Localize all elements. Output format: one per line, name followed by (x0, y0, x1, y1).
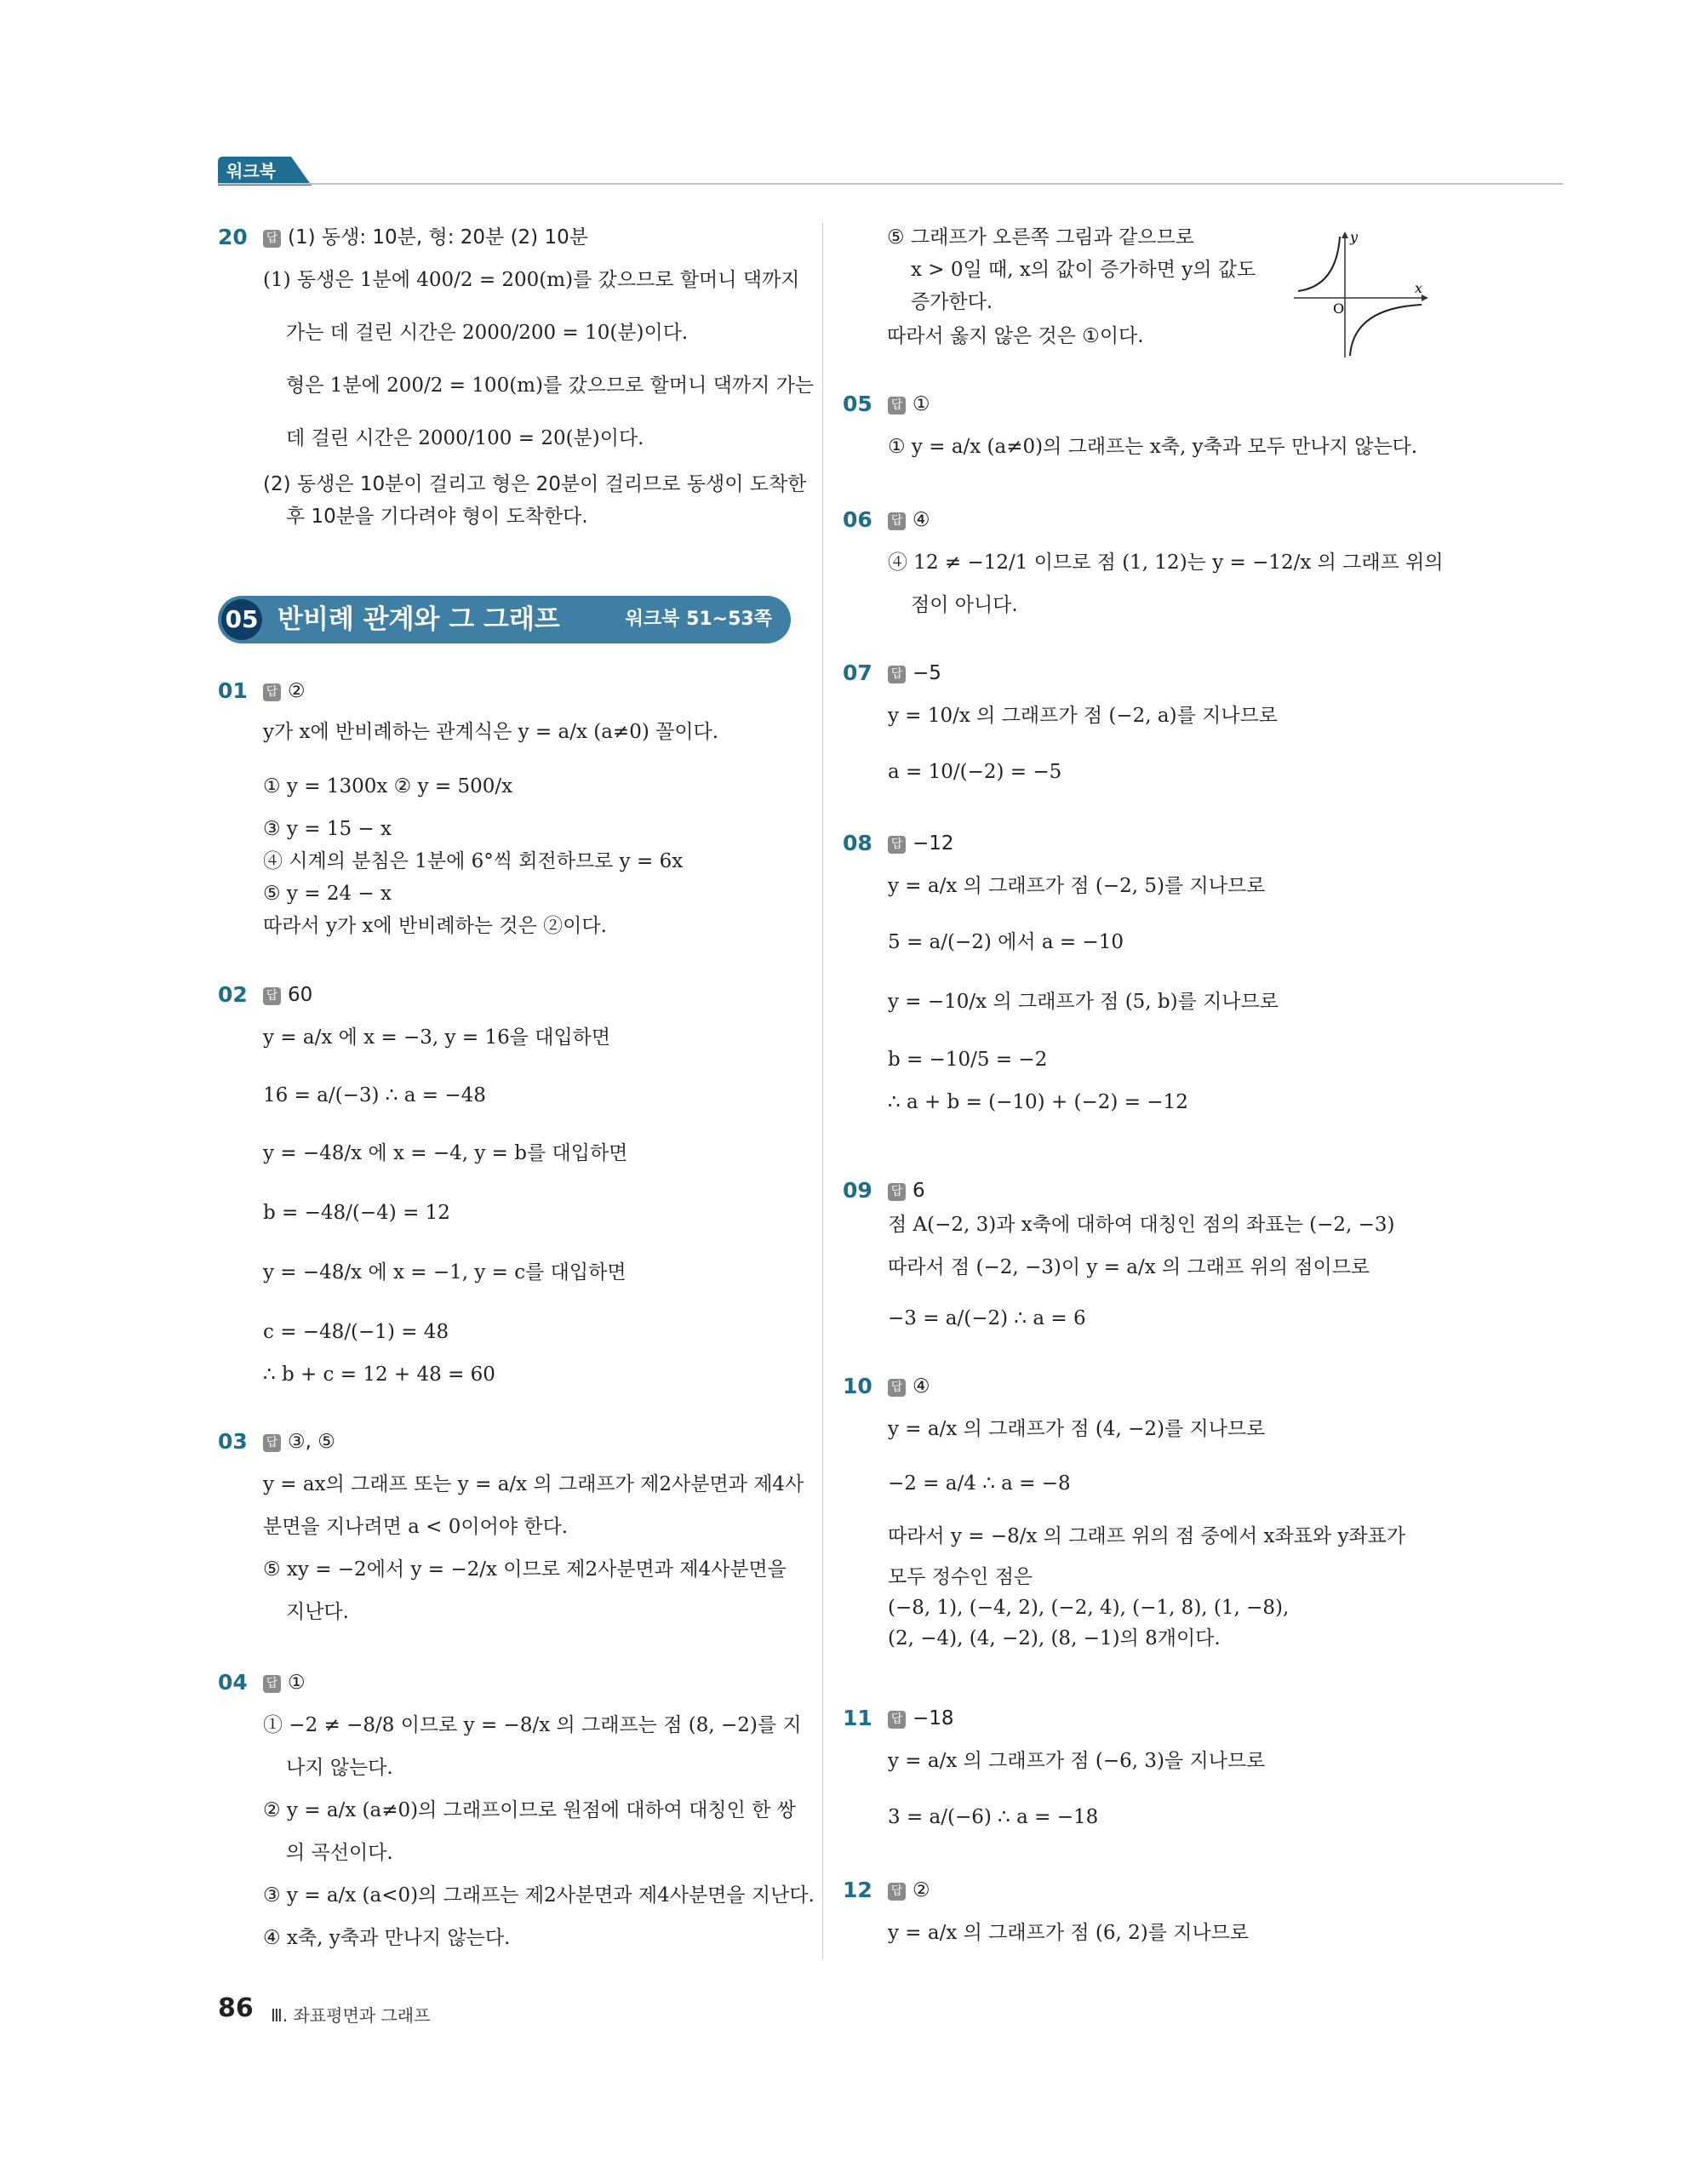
answer: 답 ① (263, 1668, 306, 1697)
solution-line: 가는 데 걸린 시간은 2000/200 = 10(분)이다. (286, 322, 689, 344)
hyperbola-branch (1298, 237, 1340, 291)
solution-line: ⑤ 그래프가 오른쪽 그림과 같으므로 (887, 226, 1194, 249)
answer-mark-icon: 답 (263, 1675, 281, 1693)
solution-line: (1) 동생은 1분에 400/2 = 200(m)를 갔으므로 할머니 댁까지 (263, 269, 800, 291)
answer: 답 −5 (888, 659, 941, 688)
solution-line: y = a/x 에 x = −3, y = 16을 대입하면 (263, 1026, 611, 1049)
solution-line: 따라서 점 (−2, −3)이 y = a/x 의 그래프 위의 점이므로 (888, 1256, 1370, 1278)
problem-number: 08 (843, 831, 872, 855)
solution-line: ⑤ y = 24 − x (263, 883, 392, 905)
problem-number: 20 (218, 225, 248, 249)
problem-number: 04 (218, 1670, 248, 1695)
solution-line: 따라서 옳지 않은 것은 ①이다. (887, 325, 1144, 347)
solution-line: ⑤ xy = −2에서 y = −2/x 이므로 제2사분면과 제4사분면을 (263, 1558, 787, 1581)
answer: 답 ④ (888, 1372, 930, 1401)
answer-mark-icon: 답 (263, 1434, 281, 1452)
answer: 답 ② (888, 1876, 930, 1905)
solution-line: ① y = a/x (a≠0)의 그래프는 x축, y축과 모두 만나지 않는다. (888, 436, 1418, 458)
solution-line: ① −2 ≠ −8/8 이므로 y = −8/x 의 그래프는 점 (8, −2)를 지 (263, 1714, 802, 1736)
solution-line: (2, −4), (4, −2), (8, −1)의 8개이다. (888, 1627, 1221, 1649)
solution-line: −3 = a/(−2) ∴ a = 6 (888, 1307, 1086, 1329)
solution-line: 분면을 지나려면 a < 0이어야 한다. (263, 1516, 569, 1538)
solution-line: b = −10/5 = −2 (888, 1049, 1048, 1071)
section-header-bar (218, 596, 791, 643)
answer-mark-icon: 답 (263, 683, 281, 701)
solution-line: 점이 아니다. (911, 594, 1018, 616)
section-title: 반비례 관계와 그 그래프 (277, 604, 560, 635)
origin-label: O (1333, 300, 1345, 317)
answer: 답 60 (263, 981, 312, 1009)
answer: 답 −12 (888, 829, 954, 858)
axis-label-x: x (1415, 280, 1423, 296)
solution-line: 3 = a/(−6) ∴ a = −18 (888, 1806, 1099, 1828)
section-workbook-ref: 워크북 51~53쪽 (625, 609, 772, 630)
solution-line: 모두 정수인 점은 (888, 1566, 1033, 1588)
chapter-title: Ⅲ. 좌표평면과 그래프 (271, 2005, 431, 2026)
solution-line: y = 10/x 의 그래프가 점 (−2, a)를 지나므로 (888, 705, 1279, 727)
solution-line: 후 10분을 기다려야 형이 도착한다. (286, 506, 588, 528)
problem-number: 11 (843, 1706, 872, 1730)
y-axis-arrow-icon (1342, 232, 1348, 238)
solution-line: 점 A(−2, 3)과 x축에 대하여 대칭인 점의 좌표는 (−2, −3) (888, 1214, 1395, 1236)
answer-mark-icon: 답 (888, 1183, 906, 1201)
header-rule (218, 183, 1563, 185)
problem-number: 09 (843, 1178, 872, 1203)
header-tab-label: 워크북 (226, 161, 276, 181)
solution-line: a = 10/(−2) = −5 (888, 761, 1062, 783)
solution-line: y = −48/x 에 x = −1, y = c를 대입하면 (263, 1261, 626, 1284)
problem-number: 03 (218, 1429, 248, 1454)
column-divider (822, 223, 823, 1959)
answer: 답 −18 (888, 1704, 954, 1733)
solution-line: ④ x축, y축과 만나지 않는다. (263, 1927, 511, 1949)
answer-mark-icon: 답 (888, 1379, 906, 1397)
solution-line: y = −48/x 에 x = −4, y = b를 대입하면 (263, 1142, 628, 1164)
solution-line: y = a/x 의 그래프가 점 (−2, 5)를 지나므로 (888, 875, 1266, 897)
solution-line: b = −48/(−4) = 12 (263, 1202, 450, 1224)
solution-line: y = a/x 의 그래프가 점 (−6, 3)을 지나므로 (888, 1750, 1266, 1772)
solution-line: y = a/x 의 그래프가 점 (6, 2)를 지나므로 (888, 1922, 1250, 1944)
solution-line: ④ 시계의 분침은 1분에 6°씩 회전하므로 y = 6x (263, 850, 684, 872)
x-axis-arrow-icon (1422, 294, 1428, 301)
problem-number: 07 (843, 660, 872, 685)
solution-line: ∴ b + c = 12 + 48 = 60 (263, 1364, 495, 1386)
answer-mark-icon: 답 (888, 397, 906, 415)
solution-line: ∴ a + b = (−10) + (−2) = −12 (888, 1091, 1188, 1113)
page-number: 86 (218, 1993, 254, 2023)
solution-line: ③ y = 15 − x (263, 818, 392, 840)
axis-label-y: y (1350, 230, 1359, 245)
solution-line: 따라서 y가 x에 반비례하는 것은 ②이다. (263, 915, 607, 937)
solution-line: 5 = a/(−2) 에서 a = −10 (888, 931, 1124, 953)
solution-line: 나지 않는다. (286, 1757, 393, 1779)
solution-line: ② y = a/x (a≠0)의 그래프이므로 원점에 대하여 대칭인 한 쌍 (263, 1799, 796, 1821)
solution-line: (2) 동생은 10분이 걸리고 형은 20분이 걸리므로 동생이 도착한 (263, 473, 807, 495)
answer: 답 6 (888, 1176, 925, 1205)
answer-mark-icon: 답 (888, 836, 906, 854)
solution-line: −2 = a/4 ∴ a = −8 (888, 1472, 1071, 1495)
hyperbola-branch (1350, 305, 1422, 356)
hyperbola-graph (1294, 230, 1430, 357)
solution-line: (−8, 1), (−4, 2), (−2, 4), (−1, 8), (1, −8), (888, 1597, 1290, 1619)
answer-mark-icon: 답 (888, 512, 906, 530)
solution-line: y = −10/x 의 그래프가 점 (5, b)를 지나므로 (888, 991, 1279, 1013)
solution-line: x > 0일 때, x의 값이 증가하면 y의 값도 (911, 259, 1256, 281)
answer: 답 ② (263, 677, 306, 706)
answer: 답 (1) 동생: 10분, 형: 20분 (2) 10분 (263, 223, 588, 252)
answer-mark-icon: 답 (263, 230, 281, 248)
solution-line: y = ax의 그래프 또는 y = a/x 의 그래프가 제2사분면과 제4사 (263, 1473, 804, 1495)
problem-number: 10 (843, 1374, 872, 1398)
solution-line: 형은 1분에 200/2 = 100(m)를 갔으므로 할머니 댁까지 가는 (286, 374, 815, 397)
solution-line: 데 걸린 시간은 2000/100 = 20(분)이다. (286, 427, 644, 449)
solution-line: 증가한다. (911, 291, 993, 313)
answer-mark-icon: 답 (263, 987, 281, 1005)
answer: 답 ④ (888, 506, 930, 535)
solution-line: y = a/x 의 그래프가 점 (4, −2)를 지나므로 (888, 1418, 1266, 1440)
solution-line: c = −48/(−1) = 48 (263, 1321, 449, 1343)
answer-mark-icon: 답 (888, 666, 906, 683)
problem-number: 05 (843, 392, 872, 416)
solution-line: 따라서 y = −8/x 의 그래프 위의 점 중에서 x좌표와 y좌표가 (888, 1525, 1406, 1547)
solution-line: 지난다. (286, 1601, 349, 1623)
section-number: 05 (221, 599, 262, 640)
solution-line: y가 x에 반비례하는 관계식은 y = a/x (a≠0) 꼴이다. (263, 721, 719, 743)
solution-line: ④ 12 ≠ −12/1 이므로 점 (1, 12)는 y = −12/x 의 그래프 위의 (888, 552, 1444, 574)
answer: 답 ③, ⑤ (263, 1427, 335, 1456)
solution-line: ③ y = a/x (a<0)의 그래프는 제2사분면과 제4사분면을 지난다. (263, 1884, 815, 1907)
workbook-header-tab (218, 157, 312, 186)
problem-number: 06 (843, 507, 872, 532)
solution-line: 16 = a/(−3) ∴ a = −48 (263, 1084, 486, 1106)
problem-number: 12 (843, 1878, 872, 1902)
answer-mark-icon: 답 (888, 1711, 906, 1729)
answer: 답 ① (888, 390, 930, 419)
problem-number: 01 (218, 678, 248, 703)
answer-mark-icon: 답 (888, 1883, 906, 1901)
problem-number: 02 (218, 982, 248, 1007)
solution-line: ① y = 1300x ② y = 500/x (263, 775, 513, 798)
solution-line: 의 곡선이다. (286, 1842, 393, 1864)
